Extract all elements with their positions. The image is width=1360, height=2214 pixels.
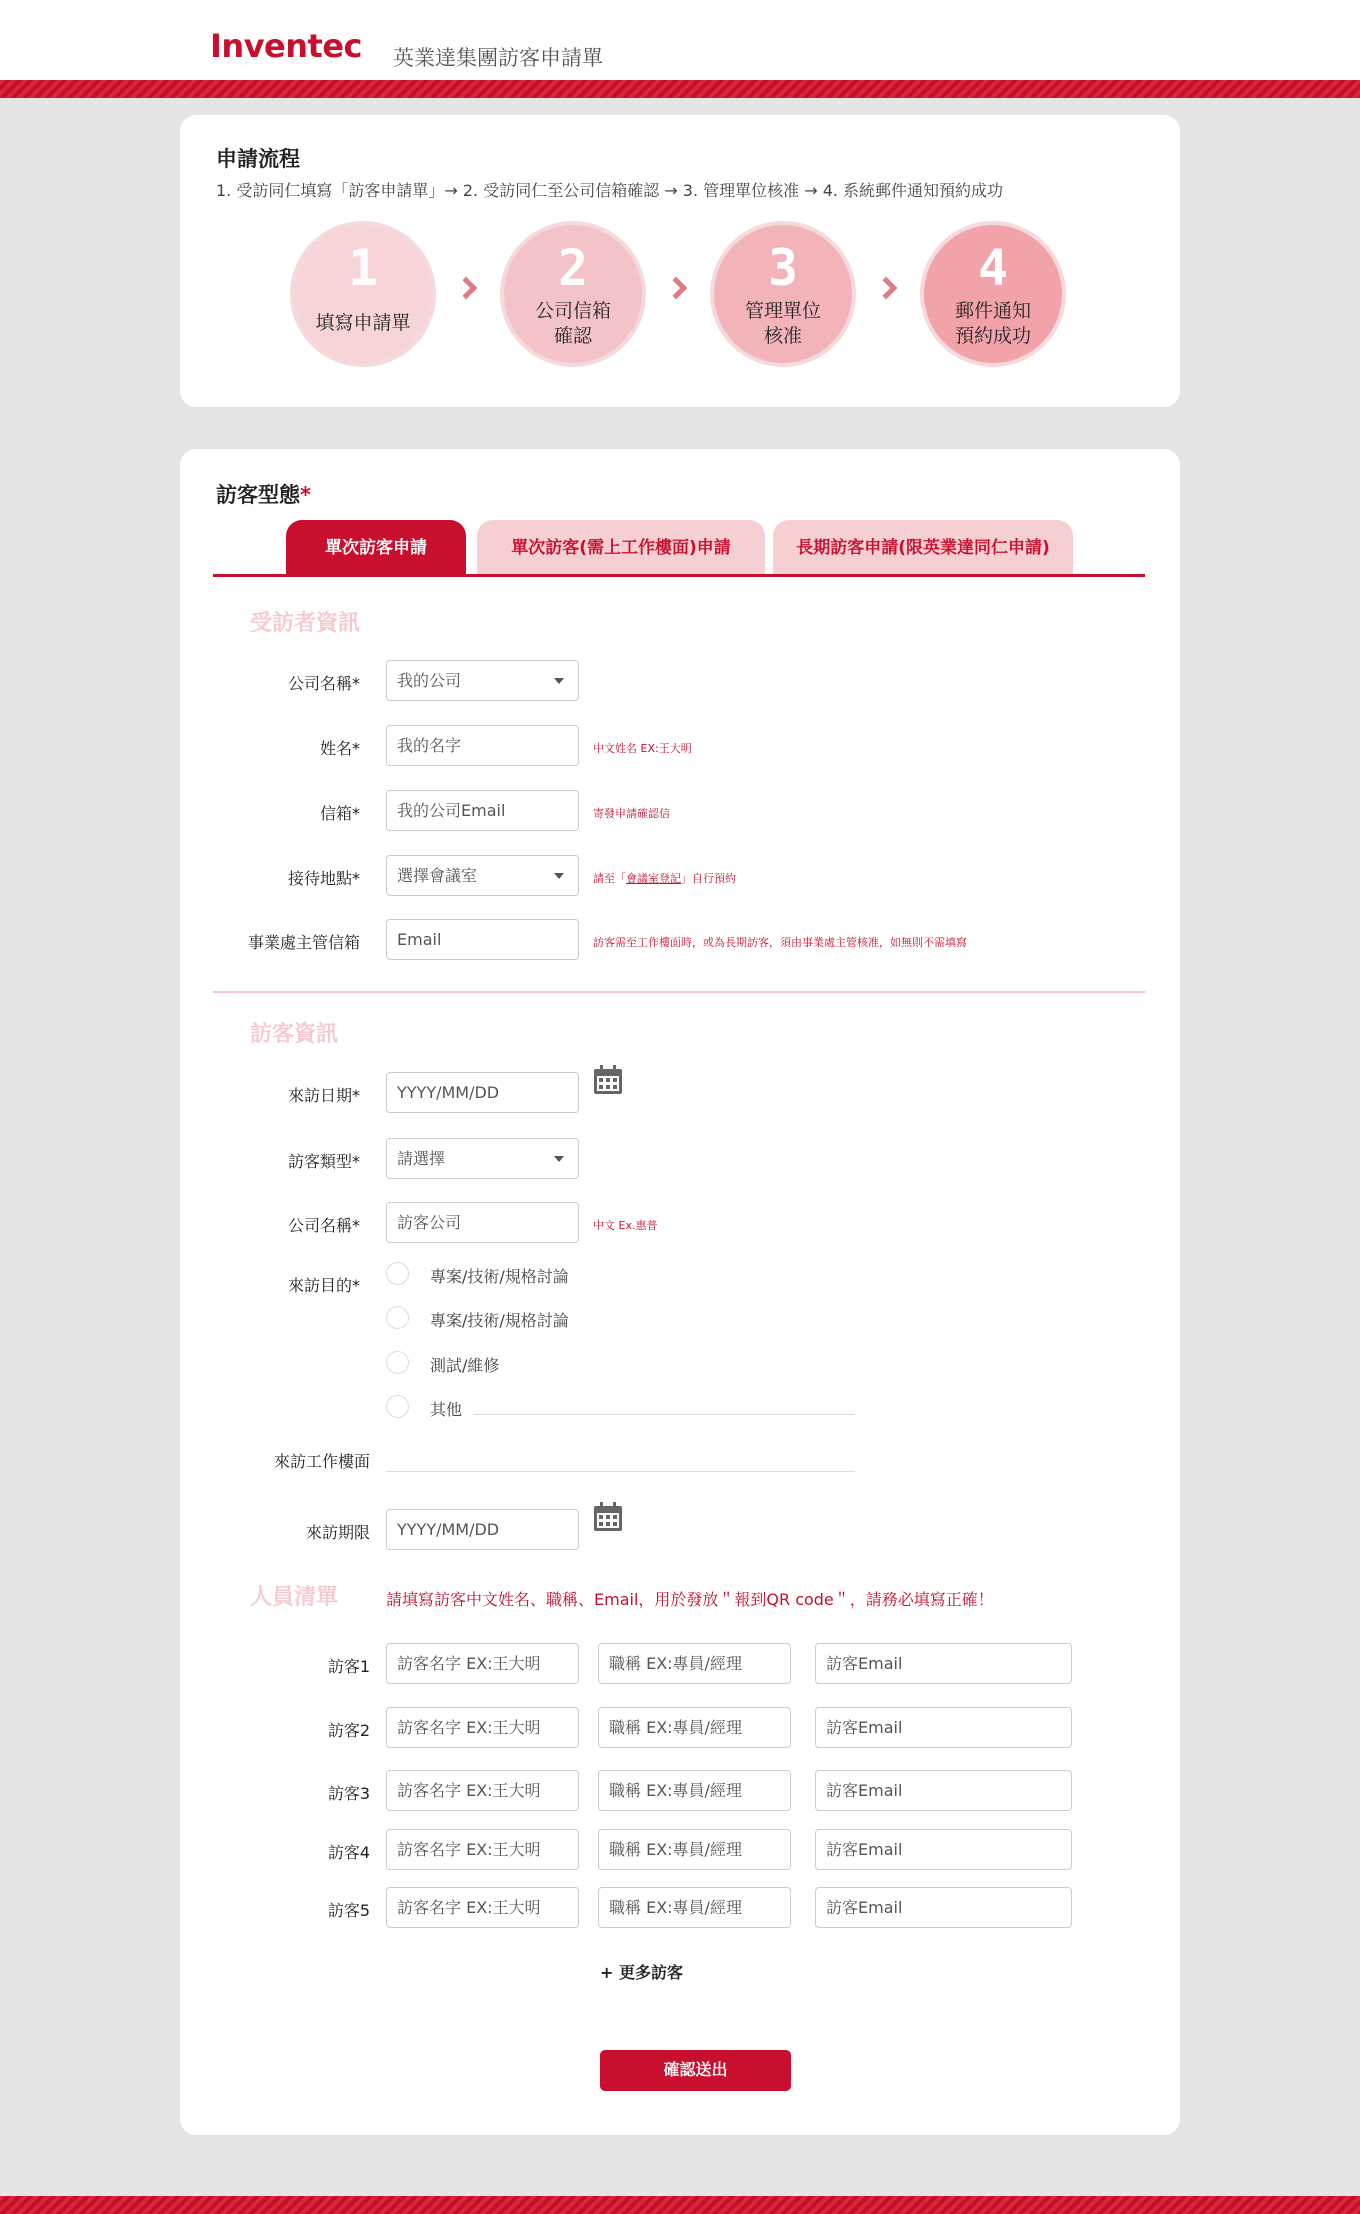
inventec-logo[interactable]: Inventec	[210, 27, 362, 65]
process-card	[180, 115, 1180, 407]
visitor-company-input[interactable]: 訪客公司	[386, 1202, 579, 1243]
location-hint: 請至「會議室登記」自行預約	[593, 872, 736, 885]
purpose-radio-2[interactable]	[386, 1306, 409, 1329]
section-divider	[213, 991, 1145, 993]
calendar-icon[interactable]	[592, 1501, 624, 1533]
step-number: 4	[977, 239, 1009, 297]
host-name-label: 姓名*	[319, 739, 360, 758]
purpose-radio-3[interactable]	[386, 1351, 409, 1374]
step-label: 郵件通知 預約成功	[954, 300, 1031, 347]
page-title: 英業達集團訪客申請單	[393, 46, 603, 70]
visitor-name-input[interactable]: 訪客名字 EX:王大明	[386, 1643, 579, 1684]
step-number: 2	[557, 239, 589, 297]
visitor-row-label: 訪客4	[327, 1843, 370, 1862]
host-name-input[interactable]: 我的名字	[386, 725, 579, 766]
visit-date-label: 來訪日期*	[287, 1086, 360, 1105]
visitor-title-input[interactable]: 職稱 EX:專員/經理	[598, 1770, 791, 1811]
application-form-card	[180, 449, 1180, 2135]
people-list-title: 人員清單	[250, 1585, 339, 1610]
visitor-name-input[interactable]: 訪客名字 EX:王大明	[386, 1829, 579, 1870]
visitor-email-input[interactable]: 訪客Email	[815, 1643, 1072, 1684]
tab-underline	[213, 574, 1145, 577]
process-title: 申請流程	[216, 147, 300, 171]
visit-period-input[interactable]: YYYY/MM/DD	[386, 1509, 579, 1550]
step-3	[710, 221, 856, 367]
visitor-type-title: 訪客型態*	[216, 483, 311, 507]
visitor-type-select[interactable]: 請選擇	[386, 1138, 579, 1179]
visit-period-label: 來訪期限	[305, 1523, 370, 1542]
manager-email-label: 事業處主管信箱	[247, 933, 360, 952]
step-label: 管理單位 核准	[744, 300, 821, 347]
host-email-input[interactable]: 我的公司Email	[386, 790, 579, 831]
process-description: 1. 受訪同仁填寫「訪客申請單」→ 2. 受訪同仁至公司信箱確認 → 3. 管理單位核准 → 4. 系統郵件通知預約成功	[216, 181, 1004, 200]
header	[0, 0, 1360, 80]
visitor-section-title: 訪客資訊	[250, 1022, 339, 1047]
step-2	[500, 221, 646, 367]
visitor-row-label: 訪客1	[327, 1657, 370, 1676]
visitor-email-input[interactable]: 訪客Email	[815, 1707, 1072, 1748]
location-label: 接待地點*	[287, 869, 360, 888]
manager-email-hint: 訪客需至工作樓面時，或為長期訪客，須由事業處主管核准，如無則不需填寫	[593, 936, 967, 949]
tab-long-term-visitor[interactable]: 長期訪客申請(限英業達同仁申請)	[773, 520, 1073, 576]
people-list-note: 請填寫訪客中文姓名、職稱、Email，用於發放＂報到QR code＂，請務必填寫正確！	[386, 1590, 994, 1609]
visitor-title-input[interactable]: 職稱 EX:專員/經理	[598, 1829, 791, 1870]
visitor-row-label: 訪客5	[327, 1901, 370, 1920]
purpose-other-input[interactable]	[474, 1414, 855, 1415]
add-more-visitors-button[interactable]: + 更多訪客	[600, 1963, 683, 1982]
host-name-hint: 中文姓名 EX:王大明	[593, 742, 692, 755]
visit-purpose-label: 來訪目的*	[287, 1276, 360, 1295]
chevron-right-icon	[875, 277, 898, 300]
step-1	[290, 221, 436, 367]
chevron-right-icon	[665, 277, 688, 300]
step-number: 3	[767, 239, 799, 297]
location-select[interactable]: 選擇會議室	[386, 855, 579, 896]
host-company-label: 公司名稱*	[287, 674, 360, 693]
visitor-email-input[interactable]: 訪客Email	[815, 1887, 1072, 1928]
visitor-name-input[interactable]: 訪客名字 EX:王大明	[386, 1770, 579, 1811]
host-email-hint: 寄發申請確認信	[593, 807, 670, 820]
purpose-option-label: 測試/維修	[430, 1356, 500, 1375]
visitor-company-hint: 中文 Ex.惠普	[593, 1219, 658, 1232]
footer-stripe	[0, 2196, 1360, 2214]
visit-date-input[interactable]: YYYY/MM/DD	[386, 1072, 579, 1113]
purpose-option-label: 專案/技術/規格討論	[430, 1267, 569, 1286]
tab-single-visitor-work-floor[interactable]: 單次訪客(需上工作樓面)申請	[477, 520, 765, 576]
visitor-title-input[interactable]: 職稱 EX:專員/經理	[598, 1643, 791, 1684]
work-floor-input[interactable]	[386, 1471, 855, 1472]
visitor-name-input[interactable]: 訪客名字 EX:王大明	[386, 1887, 579, 1928]
step-label: 填寫申請單	[315, 312, 411, 334]
visitor-title-input[interactable]: 職稱 EX:專員/經理	[598, 1707, 791, 1748]
host-email-label: 信箱*	[319, 804, 360, 823]
visitor-row-label: 訪客2	[327, 1721, 370, 1740]
chevron-right-icon	[455, 277, 478, 300]
visitor-name-input[interactable]: 訪客名字 EX:王大明	[386, 1707, 579, 1748]
calendar-icon[interactable]	[592, 1064, 624, 1096]
purpose-option-label: 其他	[430, 1400, 463, 1419]
meeting-room-link[interactable]: 會議室登記	[626, 872, 681, 885]
host-company-select[interactable]: 我的公司	[386, 660, 579, 701]
host-section-title: 受訪者資訊	[250, 611, 361, 636]
visitor-type-label: 訪客類型*	[287, 1152, 360, 1171]
submit-button[interactable]: 確認送出	[600, 2050, 791, 2091]
step-label: 公司信箱 確認	[534, 300, 611, 347]
work-floor-label: 來訪工作樓面	[273, 1452, 370, 1471]
visitor-title-input[interactable]: 職稱 EX:專員/經理	[598, 1887, 791, 1928]
manager-email-input[interactable]: Email	[386, 919, 579, 960]
visitor-company-label: 公司名稱*	[287, 1216, 360, 1235]
step-4	[920, 221, 1066, 367]
visitor-row-label: 訪客3	[327, 1784, 370, 1803]
tab-single-visitor[interactable]: 單次訪客申請	[286, 520, 466, 576]
purpose-radio-1[interactable]	[386, 1262, 409, 1285]
visitor-email-input[interactable]: 訪客Email	[815, 1829, 1072, 1870]
purpose-option-label: 專案/技術/規格討論	[430, 1311, 569, 1330]
header-stripe	[0, 80, 1360, 98]
step-number: 1	[347, 239, 379, 297]
visitor-email-input[interactable]: 訪客Email	[815, 1770, 1072, 1811]
purpose-radio-other[interactable]	[386, 1395, 409, 1418]
